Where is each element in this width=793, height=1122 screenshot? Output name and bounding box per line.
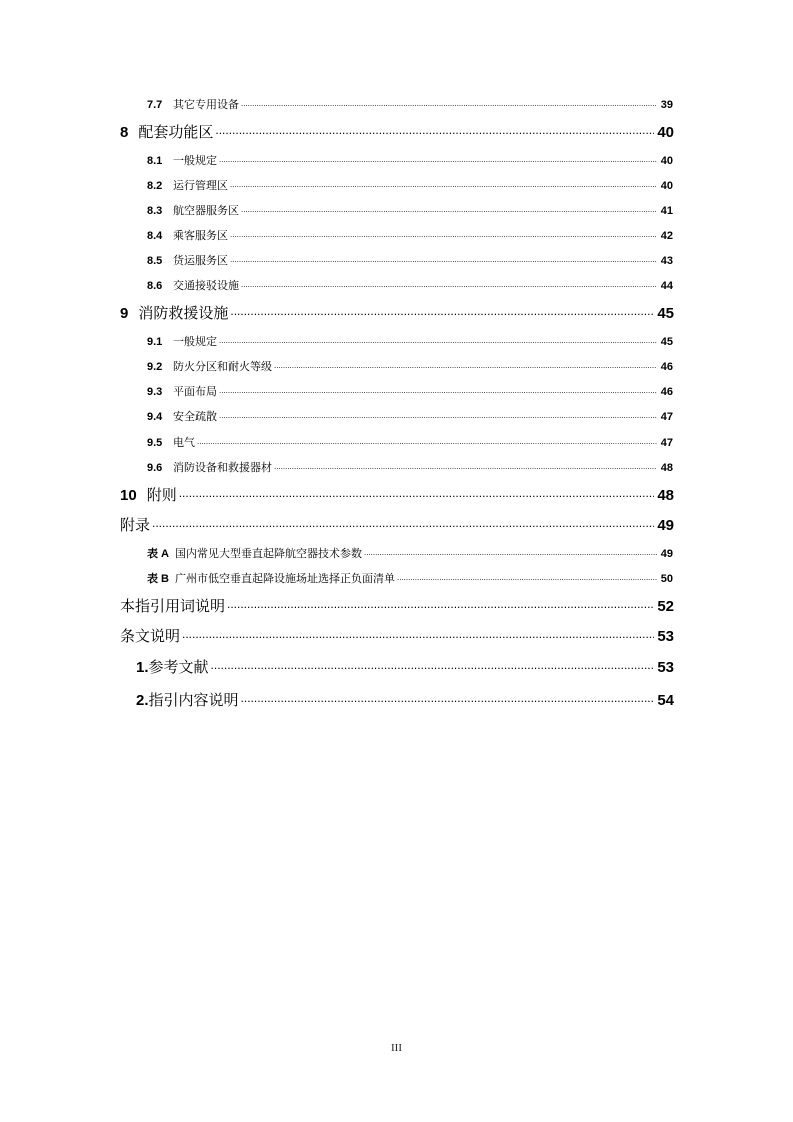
toc-entry-number: 8.2	[147, 180, 163, 192]
toc-entry-8-1[interactable]	[147, 152, 673, 168]
toc-entry-references[interactable]	[136, 656, 674, 676]
dot-leader	[241, 206, 657, 214]
toc-entry-9-2[interactable]	[147, 358, 673, 374]
toc-entry-9-4[interactable]	[147, 408, 673, 424]
toc-entry-number: 8.5	[147, 255, 163, 267]
toc-entry-page: 53	[657, 628, 674, 645]
page-number: III	[391, 1042, 402, 1054]
toc-entry-page: 45	[657, 305, 674, 322]
toc-entry-8-6[interactable]	[147, 277, 673, 293]
toc-entry-title: 本指引用词说明	[120, 598, 226, 615]
dot-leader	[364, 549, 657, 557]
toc-entry-title: 参考文献	[148, 659, 209, 676]
toc-entry-number: 9.6	[147, 462, 163, 474]
toc-entry-number: 8.3	[147, 205, 163, 217]
toc-entry-number: 1.	[136, 659, 149, 676]
toc-entry-page: 48	[660, 462, 673, 474]
toc-entry-page: 46	[660, 386, 673, 398]
toc-entry-page: 52	[657, 598, 674, 615]
toc-entry-10[interactable]	[120, 484, 674, 504]
toc-entry-terminology[interactable]	[120, 595, 674, 615]
toc-entry-title: 安全疏散	[173, 411, 217, 423]
dot-leader	[241, 281, 657, 289]
toc-entry-8-2[interactable]	[147, 177, 673, 193]
toc-entry-9[interactable]	[120, 302, 674, 322]
toc-entry-9-3[interactable]	[147, 383, 673, 399]
toc-entry-page: 46	[660, 361, 673, 373]
toc-entry-number: 8	[120, 124, 129, 141]
dot-leader	[397, 574, 657, 582]
dot-leader	[274, 463, 657, 471]
toc-entry-appendix[interactable]	[120, 514, 674, 534]
toc-entry-page: 39	[660, 99, 673, 111]
toc-entry-page: 50	[660, 573, 673, 585]
toc-entry-number: 8.4	[147, 230, 163, 242]
toc-entry-page: 43	[660, 255, 673, 267]
toc-entry-8[interactable]	[120, 121, 674, 141]
toc-entry-table-a[interactable]	[147, 545, 673, 561]
toc-entry-title: 一般规定	[173, 336, 217, 348]
toc-entry-7-7[interactable]	[147, 96, 673, 112]
toc-entry-page: 40	[660, 180, 673, 192]
toc-entry-8-3[interactable]	[147, 202, 673, 218]
toc-entry-title: 条文说明	[120, 628, 181, 645]
toc-entry-title: 国内常见大型垂直起降航空器技术参数	[175, 548, 362, 560]
toc-entry-title: 附录	[120, 517, 151, 534]
dot-leader	[241, 100, 657, 108]
toc-entry-title: 货运服务区	[173, 255, 228, 267]
toc-entry-number: 9.3	[147, 386, 163, 398]
dot-leader	[219, 337, 657, 345]
toc-entry-number: 9.2	[147, 361, 163, 373]
dot-leader	[230, 256, 657, 264]
toc-entry-title: 附则	[146, 487, 177, 504]
dot-leader	[274, 362, 657, 370]
toc-entry-number: 9.1	[147, 336, 163, 348]
toc-entry-title: 广州市低空垂直起降设施场址选择正负面清单	[175, 573, 395, 585]
dot-leader	[215, 125, 654, 137]
toc-entry-title: 配套功能区	[138, 124, 214, 141]
toc-entry-9-5[interactable]	[147, 434, 673, 450]
toc-entry-number: 2.	[136, 692, 149, 709]
toc-entry-title: 航空器服务区	[173, 205, 239, 217]
dot-leader	[219, 156, 657, 164]
toc-entry-page: 40	[657, 124, 674, 141]
dot-leader	[230, 181, 657, 189]
dot-leader	[197, 438, 657, 446]
dot-leader	[230, 231, 657, 239]
toc-entry-page: 53	[657, 659, 674, 676]
toc-entry-title: 一般规定	[173, 155, 217, 167]
toc-entry-title: 消防设备和救援器材	[173, 462, 272, 474]
toc-entry-page: 47	[660, 437, 673, 449]
toc-entry-9-1[interactable]	[147, 333, 673, 349]
toc-entry-number: 表 B	[147, 573, 169, 585]
toc-entry-title: 消防救援设施	[138, 305, 229, 322]
toc-entry-page: 42	[660, 230, 673, 242]
toc-entry-title: 平面布局	[173, 386, 217, 398]
dot-leader	[182, 629, 654, 641]
toc-entry-title: 防火分区和耐火等级	[173, 361, 272, 373]
toc-entry-page: 44	[660, 280, 673, 292]
toc-entry-page: 40	[660, 155, 673, 167]
toc-entry-number: 10	[120, 487, 137, 504]
dot-leader	[219, 387, 657, 395]
dot-leader	[227, 599, 654, 611]
toc-entry-title: 乘客服务区	[173, 230, 228, 242]
toc-entry-title: 电气	[173, 437, 195, 449]
dot-leader	[230, 306, 654, 318]
toc-entry-content-notes[interactable]	[136, 689, 674, 709]
toc-entry-8-5[interactable]	[147, 252, 673, 268]
toc-entry-title: 其它专用设备	[173, 99, 239, 111]
dot-leader	[152, 518, 654, 530]
toc-entry-number: 9.5	[147, 437, 163, 449]
toc-entry-number: 8.6	[147, 280, 163, 292]
dot-leader	[219, 412, 657, 420]
toc-entry-title: 指引内容说明	[148, 692, 239, 709]
toc-entry-8-4[interactable]	[147, 227, 673, 243]
toc-entry-number: 表 A	[147, 548, 169, 560]
dot-leader	[241, 693, 654, 705]
toc-entry-page: 48	[657, 487, 674, 504]
toc-entry-number: 8.1	[147, 155, 163, 167]
toc-entry-page: 49	[657, 517, 674, 534]
dot-leader	[179, 488, 654, 500]
toc-entry-title: 运行管理区	[173, 180, 228, 192]
toc-entry-9-6[interactable]	[147, 459, 673, 475]
toc-entry-page: 49	[660, 548, 673, 560]
toc-entry-title: 交通接驳设施	[173, 280, 239, 292]
toc-entry-page: 47	[660, 411, 673, 423]
toc-entry-page: 41	[660, 205, 673, 217]
toc-entry-number: 9.4	[147, 411, 163, 423]
toc-entry-page: 45	[660, 336, 673, 348]
dot-leader	[211, 660, 654, 672]
toc-entry-explanation[interactable]	[120, 625, 674, 645]
toc-entry-number: 9	[120, 305, 129, 322]
toc-entry-table-b[interactable]	[147, 570, 673, 586]
toc-entry-page: 54	[657, 692, 674, 709]
toc-entry-number: 7.7	[147, 99, 163, 111]
